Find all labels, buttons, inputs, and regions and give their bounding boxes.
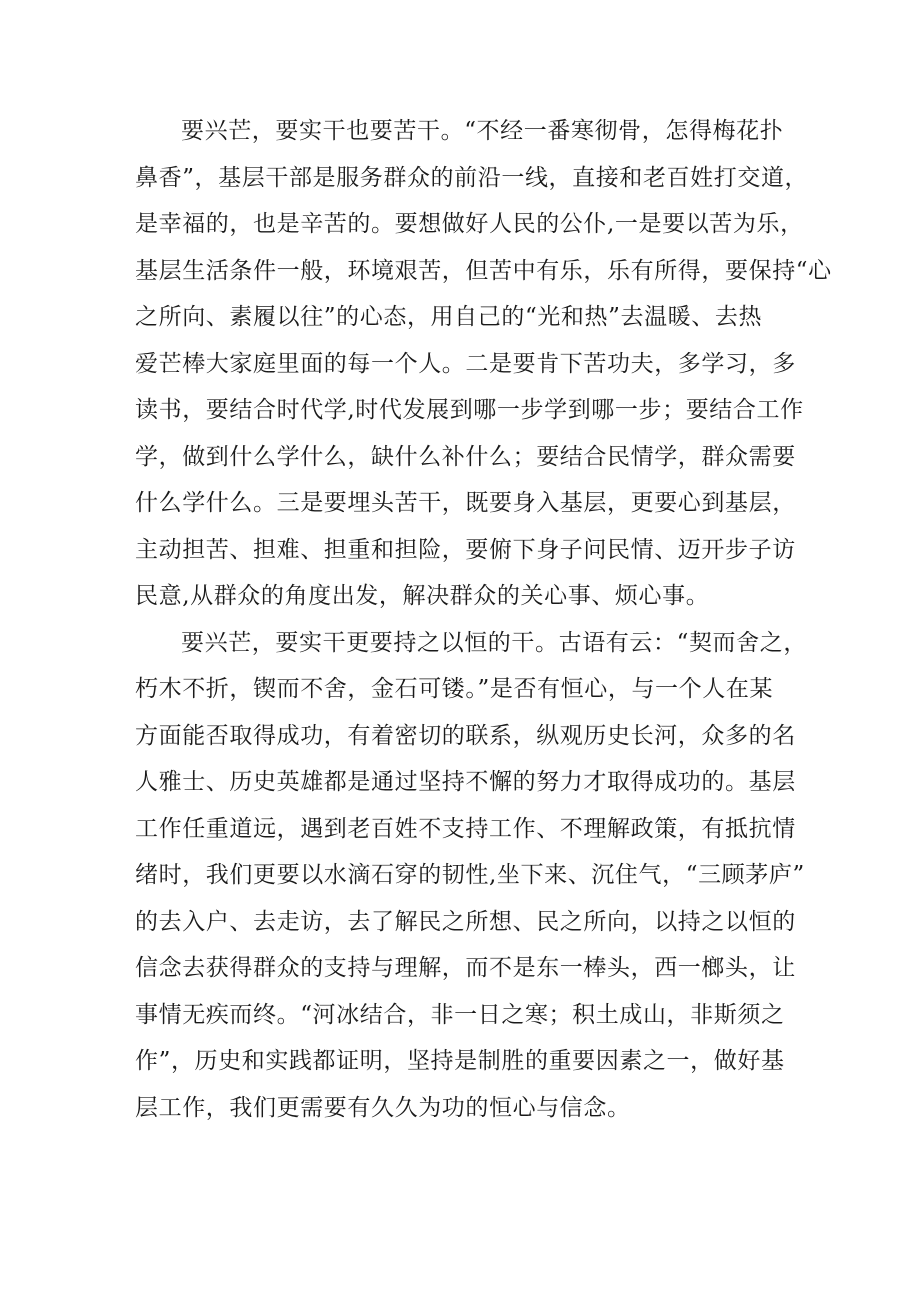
text-line: 之所向、素履以往”的心态，用自己的“光和热”去温暖、去热	[135, 304, 763, 330]
text-line: 信念去获得群众的支持与理解，而不是东一棒头，西一榔头，让	[135, 955, 796, 981]
text-line: 民意,从群众的角度出发，解决群众的关心事、烦心事。	[135, 583, 710, 609]
text-line: 的去入户、去走访，去了解民之所想、民之所向，以持之以恒的	[135, 908, 796, 935]
document-body	[135, 108, 832, 1131]
paragraph-1	[135, 108, 832, 620]
text-line: 朽木不折，锲而不舍，金石可镂。”是否有恒心，与一个人在某	[135, 676, 774, 702]
text-line: 层工作，我们更需要有久久为功的恒心与信念。	[135, 1094, 631, 1121]
text-line: 人雅士、历史英雄都是通过坚持不懈的努力才取得成功的。基层	[135, 769, 796, 795]
text-line: 爱芒棒大家庭里面的每一个人。二是要肯下苦功夫，多学习，多	[135, 350, 796, 377]
text-line: 绪时，我们更要以水滴石穿的韧性,坐下来、沉住气，“三顾茅庐”	[135, 862, 805, 888]
text-line: 要兴芒，要实干更要持之以恒的干。古语有云：“契而舍之，	[181, 629, 807, 656]
text-line: 作”，历史和实践都证明，坚持是制胜的重要因素之一，做好基	[135, 1048, 785, 1074]
text-line: 读书，要结合时代学,时代发展到哪一步学到哪一步；要结合工作	[135, 397, 804, 423]
text-line: 学，做到什么学什么，缺什么补什么；要结合民情学，群众需要	[135, 443, 796, 470]
text-line: 事情无疾而终。“河冰结合，非一日之寒；积土成山，非斯须之	[135, 1001, 785, 1028]
text-line: 方面能否取得成功，有着密切的联系，纵观历史长河，众多的名	[135, 722, 796, 749]
text-line: 要兴芒，要实干也要苦干。“不经一番寒彻骨，怎得梅花扑	[181, 118, 784, 144]
text-line: 什么学什么。三是要埋头苦干，既要身入基层，更要心到基层，	[135, 490, 796, 516]
text-line: 是幸福的，也是辛苦的。要想做好人民的公仆,一是要以苦为乐，	[135, 211, 804, 237]
text-line: 鼻香”，基层干部是服务群众的前沿一线，直接和老百姓打交道，	[135, 164, 809, 191]
text-line: 基层生活条件一般，环境艰苦，但苦中有乐，乐有所得，要保持“心	[135, 257, 832, 284]
paragraph-2	[135, 620, 807, 1132]
text-line: 主动担苦、担难、担重和担险，要俯下身子问民情、迈开步子访	[135, 536, 796, 563]
text-line: 工作任重道远，遇到老百姓不支持工作、不理解政策，有抵抗情	[135, 815, 796, 842]
